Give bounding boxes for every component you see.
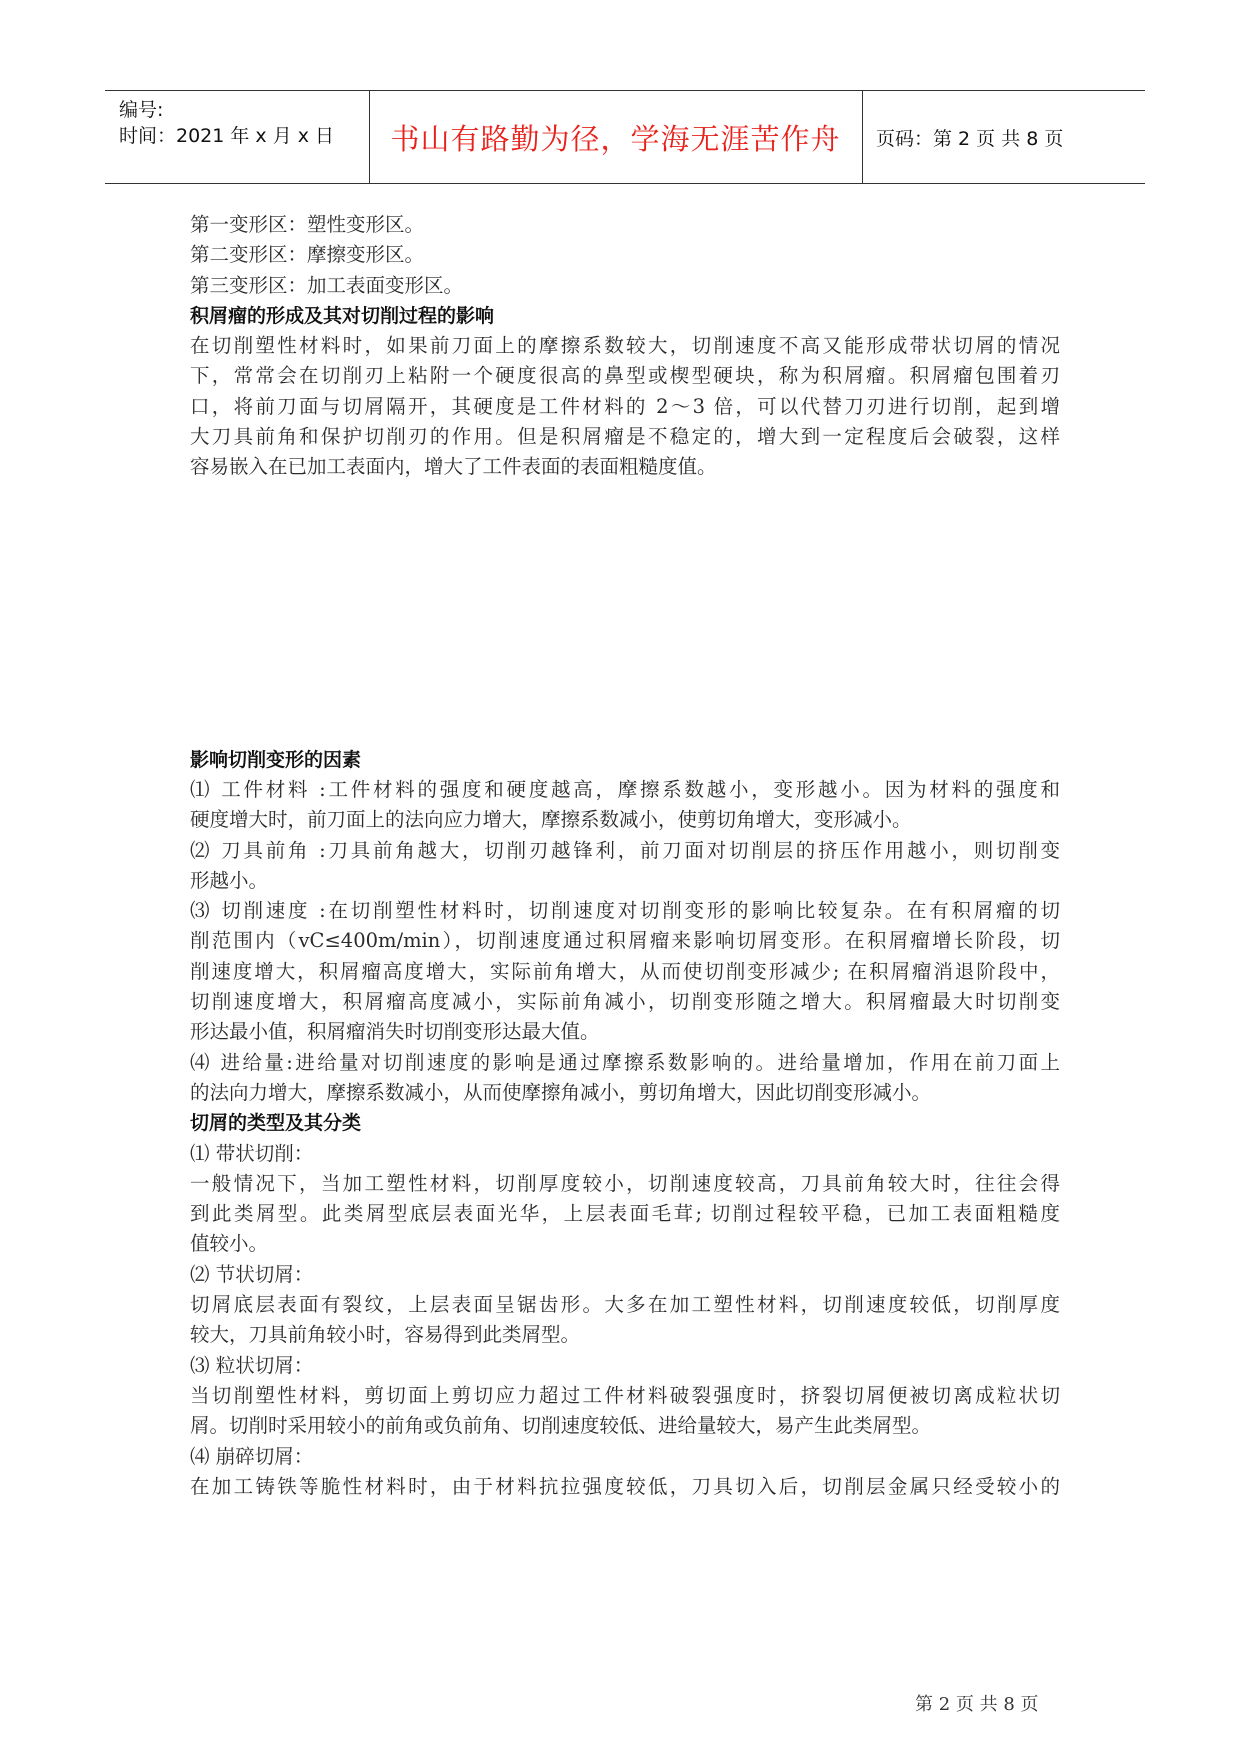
text-line: 在加工铸铁等脆性材料时，由于材料抗拉强度较低，刀具切入后，切削层金属只经受较小的	[190, 1474, 1060, 1498]
text-line: 口，将前刀面与切屑隔开，其硬度是工件材料的 2～3 倍，可以代替刀刃进行切削，起到增	[190, 394, 1060, 418]
text-line: 容易嵌入在已加工表面内，增大了工件表面的表面粗糙度值。	[190, 455, 717, 479]
header-page-info: 页码：第 2 页 共 8 页	[876, 127, 1064, 150]
section-heading: 切屑的类型及其分类	[190, 1112, 362, 1135]
text-line: ⑷ 崩碎切屑：	[190, 1444, 314, 1468]
text-line: 切屑底层表面有裂纹，上层表面呈锯齿形。大多在加工塑性材料，切削速度较低，切削厚度	[190, 1293, 1060, 1317]
text-line: 到此类屑型。此类屑型底层表面光华，上层表面毛茸; 切削过程较平稳，已加工表面粗糙度	[190, 1202, 1060, 1226]
text-line: 的法向力增大，摩擦系数减小，从而使摩擦角减小，剪切角增大，因此切削变形减小。	[190, 1080, 932, 1104]
document-body	[190, 210, 1060, 1502]
text-line: 第一变形区：塑性变形区。	[190, 213, 425, 236]
text-line: 切削速度增大，积屑瘤高度减小，实际前角减小，切削变形随之增大。积屑瘤最大时切削变	[190, 990, 1060, 1014]
time-label: 时间：2021 年 x 月 x 日	[119, 125, 335, 147]
serial-label: 编号:	[119, 99, 164, 121]
text-line: 形达最小值，积屑瘤消失时切削变形达最大值。	[190, 1020, 600, 1044]
text-line: ⑴ 工件材料 :工件材料的强度和硬度越高，摩擦系数越小，变形越小。因为材料的强度和	[190, 777, 1060, 801]
page-footer: 第 2 页 共 8 页	[915, 1694, 1039, 1715]
text-line: 大刀具前角和保护切削刃的作用。但是积屑瘤是不稳定的，增大到一定程度后会破裂，这样	[190, 425, 1060, 449]
text-line: 硬度增大时，前刀面上的法向应力增大，摩擦系数减小，使剪切角增大，变形减小。	[190, 808, 912, 832]
text-line: 削范围内（vC≤400m/min），切削速度通过积屑瘤来影响切屑变形。在积屑瘤增长阶段，切	[190, 929, 1060, 953]
text-line: 第二变形区：摩擦变形区。	[190, 243, 425, 267]
text-line: ⑵ 刀具前角 :刀具前角越大，切削刃越锋利，前刀面对切削层的挤压作用越小，则切削变	[190, 838, 1060, 862]
section-heading: 影响切削变形的因素	[190, 748, 362, 771]
text-line: 值较小。	[190, 1232, 269, 1256]
page-header	[105, 90, 1145, 184]
text-line: 屑。切削时采用较小的前角或负前角、切削速度较低、进给量较大，易产生此类屑型。	[190, 1414, 932, 1438]
header-motto: 书山有路勤为径，学海无涯苦作舟	[390, 121, 841, 156]
text-line: ⑶ 粒状切屑：	[190, 1353, 314, 1377]
text-line: ⑶ 切削速度 :在切削塑性材料时，切削速度对切削变形的影响比较复杂。在有积屑瘤的切	[190, 899, 1060, 923]
text-line: 在切削塑性材料时，如果前刀面上的摩擦系数较大，切削速度不高又能形成带状切屑的情况	[190, 334, 1060, 358]
text-line: 第三变形区：加工表面变形区。	[190, 273, 464, 297]
text-line: ⑴ 带状切削：	[190, 1141, 314, 1165]
blank-figure-area	[190, 483, 1060, 745]
text-line: 削速度增大，积屑瘤高度增大，实际前角增大，从而使切削变形减少; 在积屑瘤消退阶段中，	[190, 959, 1060, 983]
text-line: 下，常常会在切削刃上粘附一个硬度很高的鼻型或楔型硬块，称为积屑瘤。积屑瘤包围着刃	[190, 364, 1060, 388]
text-line: 当切削塑性材料，剪切面上剪切应力超过工件材料破裂强度时，挤裂切屑便被切离成粒状切	[190, 1383, 1060, 1407]
section-heading: 积屑瘤的形成及其对切削过程的影响	[190, 304, 495, 327]
text-line: 一般情况下，当加工塑性材料，切削厚度较小，切削速度较高，刀具前角较大时，往往会得	[190, 1171, 1060, 1195]
text-line: 形越小。	[190, 868, 269, 892]
text-line: 较大，刀具前角较小时，容易得到此类屑型。	[190, 1323, 581, 1347]
text-line: ⑷ 进给量:进给量对切削速度的影响是通过摩擦系数影响的。进给量增加，作用在前刀面上	[190, 1050, 1060, 1074]
text-line: ⑵ 节状切屑：	[190, 1262, 314, 1286]
